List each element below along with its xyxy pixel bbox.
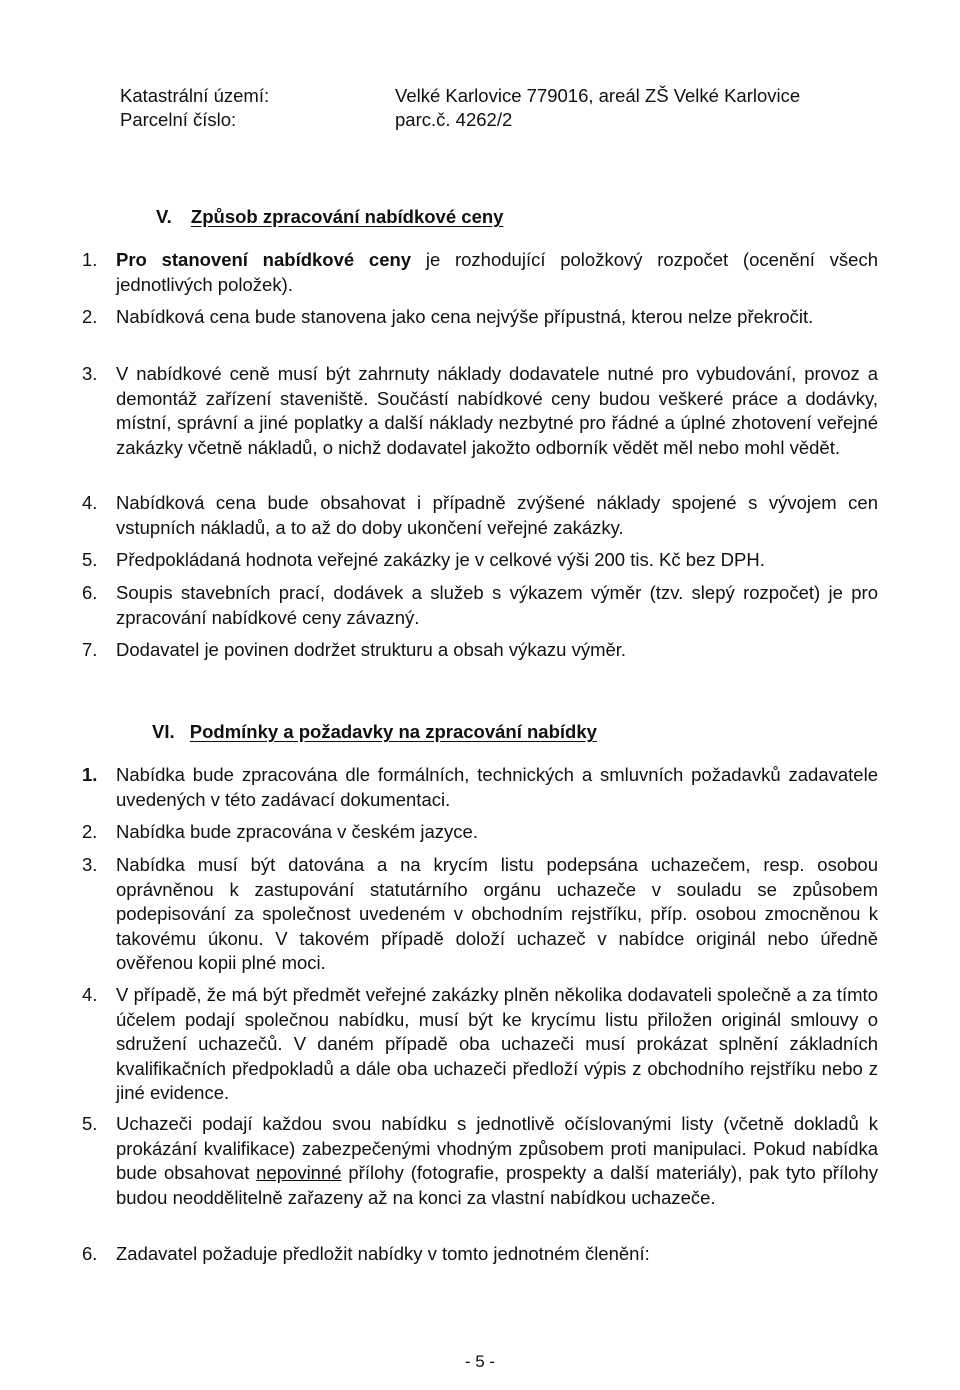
item-number: 5. xyxy=(82,1113,98,1134)
list-item xyxy=(82,820,878,845)
list-item xyxy=(82,983,878,1106)
item-number: 2. xyxy=(82,821,98,842)
list-item xyxy=(82,305,878,330)
list-item xyxy=(82,581,878,630)
cadastral-label: Katastrální území: xyxy=(120,85,270,106)
item-number: 5. xyxy=(82,549,98,570)
list-item xyxy=(82,763,878,812)
item-number: 6. xyxy=(82,582,98,603)
item-number: 1. xyxy=(82,764,98,785)
item-text: Nabídková cena bude stanovena jako cena nejvýše přípustná, kterou nelze překročit. xyxy=(116,306,814,327)
item-text: Dodavatel je povinen dodržet strukturu a obsah výkazu výměr. xyxy=(116,639,627,660)
list-item xyxy=(82,362,878,460)
item-number: 1. xyxy=(82,249,98,270)
list-item xyxy=(82,548,878,573)
section-5-number: V. xyxy=(156,206,172,227)
parcel-label: Parcelní číslo: xyxy=(120,109,237,130)
underlined-word: nepovinné xyxy=(256,1162,342,1183)
list-item xyxy=(82,853,878,976)
list-item xyxy=(82,638,878,663)
item-number: 3. xyxy=(82,854,98,875)
item-text: Nabídková cena bude obsahovat i případně zvýšené náklady spojené s vývojem cen vstupních nákladů, a to až do doby ukončení veřejné zakázky. xyxy=(116,492,878,538)
item-text: V nabídkové ceně musí být zahrnuty náklady dodavatele nutné pro vybudování, provoz a demontáž zařízení staveniště. Součástí nabídkové ceny budou veškeré práce a dodávky, místní, správní a jiné poplatky a další náklady nezbytné pro řádné a úplné zhotovení veřejné zakázky včetně nákladů, o nichž dodavatel jakožto odborník vědět měl nebo mohl vědět. xyxy=(116,363,878,458)
page-number: - 5 - xyxy=(464,1352,496,1371)
item-text: Zadavatel požaduje předložit nabídky v tomto jednotném členění: xyxy=(116,1243,650,1264)
item-text: přílohy (fotografie, prospekty a další materiály), pak tyto přílohy budou neoddělitelně zařazeny až na konci za vlastní nabídkou uchazeče. xyxy=(116,1162,878,1208)
section-5-title: Způsob zpracování nabídkové ceny xyxy=(190,206,504,227)
item-number: 4. xyxy=(82,984,98,1005)
section-6-number: VI. xyxy=(152,721,175,742)
list-item xyxy=(82,1242,878,1267)
item-number: 7. xyxy=(82,639,98,660)
item-text: Nabídka bude zpracována dle formálních, technických a smluvních požadavků zadavatele uvedených v této zadávací dokumentaci. xyxy=(116,764,878,810)
cadastral-value: Velké Karlovice 779016, areál ZŠ Velké Karlovice xyxy=(395,85,801,106)
section-6-heading xyxy=(152,720,597,745)
item-text: Předpokládaná hodnota veřejné zakázky je v celkové výši 200 tis. Kč bez DPH. xyxy=(116,549,765,570)
item-number: 6. xyxy=(82,1243,98,1264)
item-text: Nabídka bude zpracována v českém jazyce. xyxy=(116,821,478,842)
list-item xyxy=(82,1112,878,1210)
parcel-value: parc.č. 4262/2 xyxy=(395,109,513,130)
item-number: 2. xyxy=(82,306,98,327)
list-item xyxy=(82,491,878,540)
item-number: 4. xyxy=(82,492,98,513)
item-text: Uchazeči podají každou svou nabídku s jednotlivě očíslovanými listy (včetně dokladů k prokázání kvalifikace) zabezpečenými vhodným způsobem proti manipulaci. Pokud nabídka bude obsahovat xyxy=(116,1113,878,1183)
item-text: V případě, že má být předmět veřejné zakázky plněn několika dodavateli společně a za tímto účelem podají společnou nabídku, musí být ke krycímu listu přiložen originál smlouvy o sdružení uchazečů. V daném případě oba uchazeči musí prokázat splnění základních kvalifikačních předpokladů a dále oba uchazeči předloží výpis z obchodního rejstříku nebo z jiné evidence. xyxy=(116,984,878,1103)
item-text: Nabídka musí být datována a na krycím listu podepsána uchazečem, resp. osobou oprávněnou k zastupování statutárního orgánu uchazeče v souladu se způsobem podepisování za společnost uvedeném v obchodním rejstříku, příp. osobou zmocněnou k takovému úkonu. V takovém případě doloží uchazeč v nabídce originál nebo úředně ověřenou kopii plné moci. xyxy=(116,854,878,973)
section-5-heading xyxy=(156,205,503,230)
item-number: 3. xyxy=(82,363,98,384)
item-text: Soupis stavebních prací, dodávek a služeb s výkazem výměr (tzv. slepý rozpočet) je pro zpracování nabídkové ceny závazný. xyxy=(116,582,878,628)
item-text: je rozhodující položkový rozpočet (ocenění všech jednotlivých položek). xyxy=(116,249,878,295)
list-item xyxy=(82,248,878,297)
item-bold-text: Pro stanovení nabídkové ceny xyxy=(116,249,412,270)
section-6-title: Podmínky a požadavky na zpracování nabídky xyxy=(189,721,597,742)
